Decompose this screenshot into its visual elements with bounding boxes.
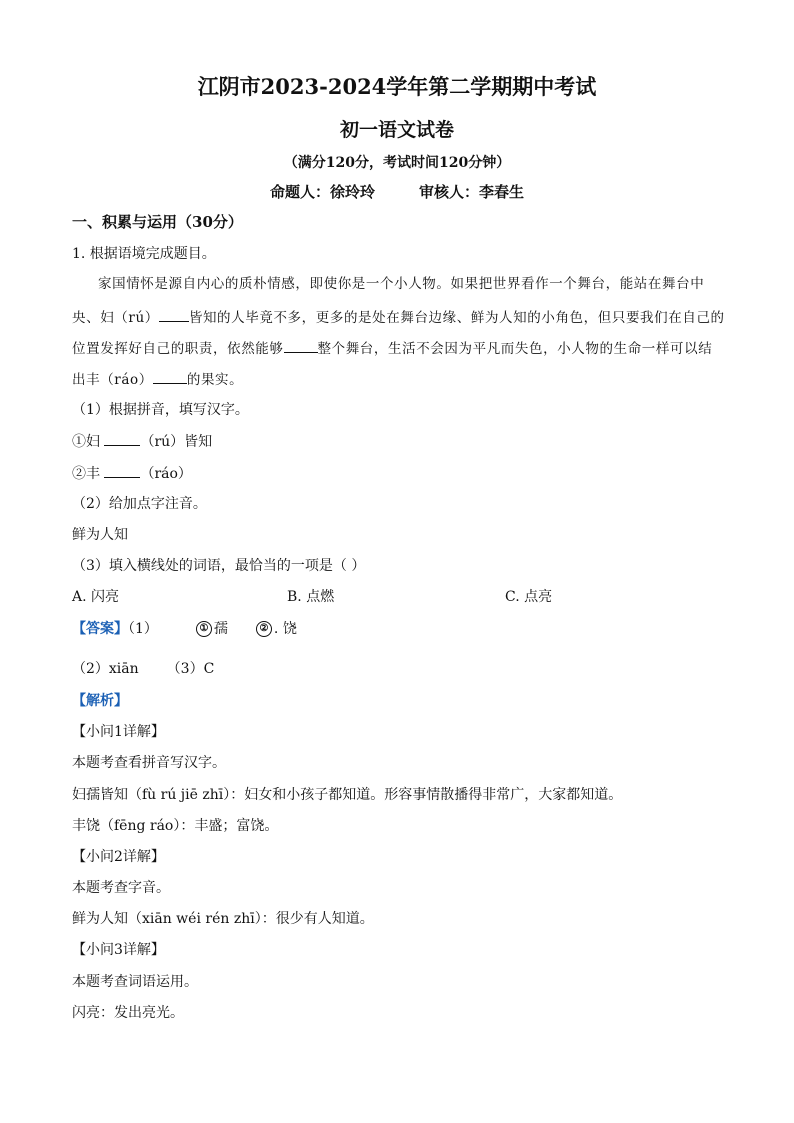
exam-subtitle: 初一语文试卷 [339,119,454,141]
passage-blank-1 [159,307,189,322]
passage-blank-3 [153,369,187,384]
analysis-text-5: 鲜为人知（xiān wéi rén zhī）：很少有人知道。 [72,911,374,927]
passage-line-2: 央、妇（rú） 皆知的人毕竟不多，更多的是处在舞台边缘、鲜为人知的小角色，但只要我们在自己的 [72,307,722,328]
section-title: 一、积累与运用（30分） [72,213,243,231]
circle-number-2: ② [256,621,272,637]
blank-1b [104,463,140,478]
analysis-text-4: 本题考查字音。 [72,880,170,896]
analysis-text-7: 闪亮：发出亮光。 [72,1005,184,1021]
option-a: A. 闪亮 [72,589,120,605]
analysis-text-3: 丰饶（fēng ráo）：丰盛；富饶。 [72,818,279,834]
sub-question-3: （3）填入横线处的词语，最恰当的一项是（ ） [72,558,366,574]
exam-title: 江阴市2023-2024学年第二学期期中考试 [197,74,597,99]
sub-question-2-word: 鲜为人知 [72,527,128,543]
passage-blank-2 [284,338,318,353]
passage-line-1: 家国情怀是源自内心的质朴情感，即使你是一个小人物。如果把世界看作一个舞台，能站在舞台中 [98,276,705,292]
analysis-heading-3: 【小问3详解】 [72,942,165,958]
exam-note: （满分120分，考试时间120分钟） [283,155,511,171]
sub-question-1: （1）根据拼音，填写汉字。 [72,402,249,418]
passage-line-3: 位置发挥好自己的职责，依然能够 整个舞台，生活不会因为平凡而失色，小人物的生命一样可以结 [72,338,722,359]
analysis-heading-2: 【小问2详解】 [72,849,165,865]
answer-label: 【答案】 [72,621,128,637]
answer-2: . 饶 [273,621,297,637]
analysis-text-1: 本题考查看拼音写汉字。 [72,755,226,771]
blank-1a [104,431,140,446]
analysis-heading-1: 【小问1详解】 [72,724,165,740]
answer-line: 【答案】（1） ① 孺 ② . 饶 [72,621,297,637]
sub-question-1a: ①妇 （rú）皆知 [72,431,212,452]
author-left: 命题人：徐玲玲 [269,183,375,201]
sub-question-2: （2）给加点字注音。 [72,496,207,512]
question-prompt: 1. 根据语境完成题目。 [72,246,216,262]
circle-number-1: ① [196,621,212,637]
exam-authors [0,181,794,202]
option-c: C. 点亮 [505,589,553,605]
passage-line-4: 出丰（ráo） 的果实。 [72,369,722,390]
analysis-text-2: 妇孺皆知（fù rú jiē zhī）：妇女和小孩子都知道。形容事情散播得非常广，大家都知道。 [72,787,623,803]
author-right: 审核人：李春生 [419,183,525,201]
answer-line-2: （2）xiān （3）C [72,661,215,677]
analysis-text-6: 本题考查词语运用。 [72,974,198,990]
analysis-label: 【解析】 [72,693,128,709]
sub-question-1b: ②丰 （ráo） [72,463,192,484]
answer-1: 孺 [213,621,228,637]
option-b: B. 点燃 [287,589,335,605]
